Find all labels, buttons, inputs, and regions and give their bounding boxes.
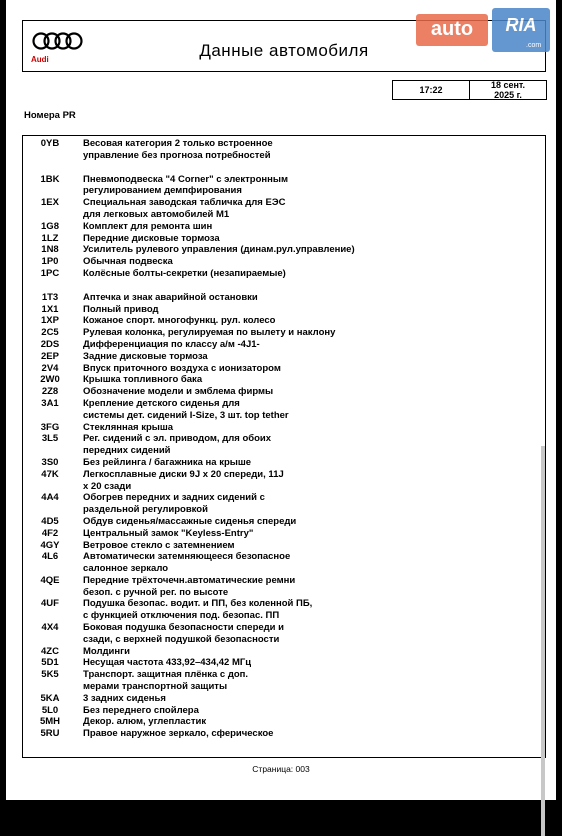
pr-description: Колёсные болты-секретки (незапираемые) [83,267,286,279]
list-item [23,422,545,434]
list-item [23,646,545,658]
pr-code: 2DS [40,338,60,350]
pr-description: Ветровое стекло с затемнением [83,539,235,551]
pr-description: Автоматически затемняющееся безопасное салонное зеркало [83,551,291,575]
pr-description: Обычная подвеска [83,256,173,268]
list-item [23,551,545,575]
list-item [23,516,545,528]
list-item [23,197,545,221]
pr-code: 4A4 [41,492,59,504]
pr-description: Подушка безопас. водит. и ПП, без коленной ПБ, с функцией отключения под. безопас. ПП [83,598,313,622]
pr-codes-rows [23,138,545,740]
list-item [23,174,545,198]
audi-logo-text: Audi [31,55,49,64]
page-number: Страница: 003 [252,764,310,774]
pr-description: Декор. алюм, углепластик [83,716,207,728]
list-item [23,244,545,256]
list-item [23,351,545,363]
watermark-ria: RIA [492,8,550,52]
pr-code: 3S0 [41,456,59,468]
pr-code: 4D5 [41,515,59,527]
list-item [23,622,545,646]
list-item [23,469,545,493]
pr-description: 3 задних сиденья [83,692,166,704]
pr-description: Стеклянная крыша [83,421,174,433]
pr-code: 1LZ [41,232,59,244]
list-item [23,292,545,304]
list-item [23,728,545,740]
pr-description: Передние дисковые тормоза [83,232,220,244]
pr-description: Специальная заводская табличка для ЕЭС для легковых автомобилей М1 [83,197,286,220]
pr-code: 4UF [41,598,59,610]
pr-description: Весовая категория 2 только встроенное управление без прогноза потребностей [83,138,273,161]
pr-code: 2C5 [41,327,59,339]
watermark-auto: auto [416,14,488,46]
pr-description: Впуск приточного воздуха с ионизатором [83,362,281,374]
pr-code: 1X1 [41,303,59,315]
pr-code: 2Z8 [41,386,59,398]
list-item [23,138,545,162]
pr-code: 4QE [40,574,60,586]
pr-code: 1T3 [41,291,59,303]
section-title: Номера PR [24,110,76,121]
pr-description: Обозначение модели и эмблема фирмы [83,386,274,398]
pr-code: 1P0 [41,256,59,268]
pr-description: Дифференциация по классу а/м -4J1- [83,338,260,350]
pr-description: Без переднего спойлера [83,704,199,716]
pr-code: 3L5 [41,433,59,445]
pr-description: Кожаное спорт. многофункц. рул. колесо [83,315,276,327]
pr-description: Крепление детского сиденья для системы дет. сидений I-Size, 3 шт. top tether [83,397,289,421]
scrollbar[interactable] [541,446,545,836]
list-item [23,669,545,693]
pr-description: Без рейлинга / багажника на крыше [83,456,252,468]
pr-code: 5D1 [41,657,59,669]
pr-code: 4L6 [41,551,59,563]
pr-code: 5MH [39,716,61,728]
pr-code: 4ZC [41,645,59,657]
list-item [23,693,545,705]
pr-description: Обдув сиденья/массажные сиденья спереди [83,515,297,527]
pr-description: Несущая частота 433,92–434,42 МГц [83,657,252,669]
autoria-watermark [416,8,552,52]
list-item [23,374,545,386]
list-item [23,315,545,327]
list-item [23,363,545,375]
list-spacer [23,162,545,174]
list-item [23,492,545,516]
pr-code: 1XP [41,315,59,327]
pr-description: Легкосплавные диски 9J x 20 спереди, 11J x 20 сзади [83,468,284,492]
datetime-box [392,80,547,100]
pr-code: 1BK [40,173,60,185]
list-item [23,540,545,552]
list-item [23,705,545,717]
list-item [23,398,545,422]
list-item [23,256,545,268]
list-item [23,457,545,469]
pr-description: Передние трёхточечн.автоматические ремни безоп. с ручной рег. по высоте [83,574,296,598]
list-item [23,528,545,540]
pr-code: 47K [41,468,59,480]
print-date-year: 2025 г. [494,90,522,100]
list-item [23,598,545,622]
pr-code: 2W0 [40,374,60,386]
pr-description: Пневмоподвеска "4 Corner" с электронным регулированием демпфирования [83,173,289,197]
pr-code: 5K5 [41,669,59,681]
pr-code: 2EP [41,350,59,362]
pr-description: Усилитель рулевого управления (динам.рул.управление) [83,244,355,256]
pr-code: 3A1 [41,397,59,409]
pr-description: Рулевая колонка, регулируемая по вылету и наклону [83,327,336,339]
list-item [23,327,545,339]
list-item [23,233,545,245]
page-title: Данные автомобиля [199,41,369,60]
pr-codes-list [22,135,546,758]
pr-description: Боковая подушка безопасности спереди и сзади, с верхней подушкой безопасности [83,622,285,645]
pr-description: Молдинги [83,645,130,657]
list-spacer [23,280,545,292]
pr-code: 4F2 [41,527,59,539]
print-date [470,81,546,99]
pr-description: Центральный замок "Keyless-Entry" [83,527,254,539]
pr-code: 1N8 [41,244,59,256]
pr-code: 4GY [40,539,60,551]
pr-description: Правое наружное зеркало, сферическое [83,728,274,740]
list-item [23,716,545,728]
list-item [23,221,545,233]
list-item [23,433,545,457]
pr-description: Обогрев передних и задних сидений с раздельной регулировкой [83,492,265,516]
list-item [23,268,545,280]
watermark-domain: .com [526,42,542,49]
list-item [23,657,545,669]
pr-code: 1G8 [41,220,59,232]
list-item [23,304,545,316]
print-time: 17:22 [393,81,470,99]
pr-code: 3FG [40,421,60,433]
pr-code: 5KA [40,692,60,704]
pr-description: Комплект для ремонта шин [83,220,213,232]
pr-code: 0YB [40,138,60,149]
pr-code: 5RU [40,728,60,740]
pr-description: Задние дисковые тормоза [83,350,208,362]
list-item [23,575,545,599]
pr-description: Крышка топливного бака [83,374,203,386]
pr-code: 2V4 [41,362,59,374]
pr-description: Аптечка и знак аварийной остановки [83,291,258,303]
document-page [6,0,556,800]
list-item [23,339,545,351]
pr-code: 1EX [41,197,59,209]
pr-code: 5L0 [41,704,59,716]
pr-code: 4X4 [41,622,59,634]
list-item [23,386,545,398]
pr-description: Полный привод [83,303,159,315]
pr-description: Рег. сидений с эл. приводом, для обоих передних сидений [83,433,272,457]
print-date-day: 18 сент. [490,80,526,90]
pr-description: Транспорт. защитная плёнка с доп. мерами транспортной защиты [83,669,249,693]
pr-code: 1PC [40,267,60,279]
